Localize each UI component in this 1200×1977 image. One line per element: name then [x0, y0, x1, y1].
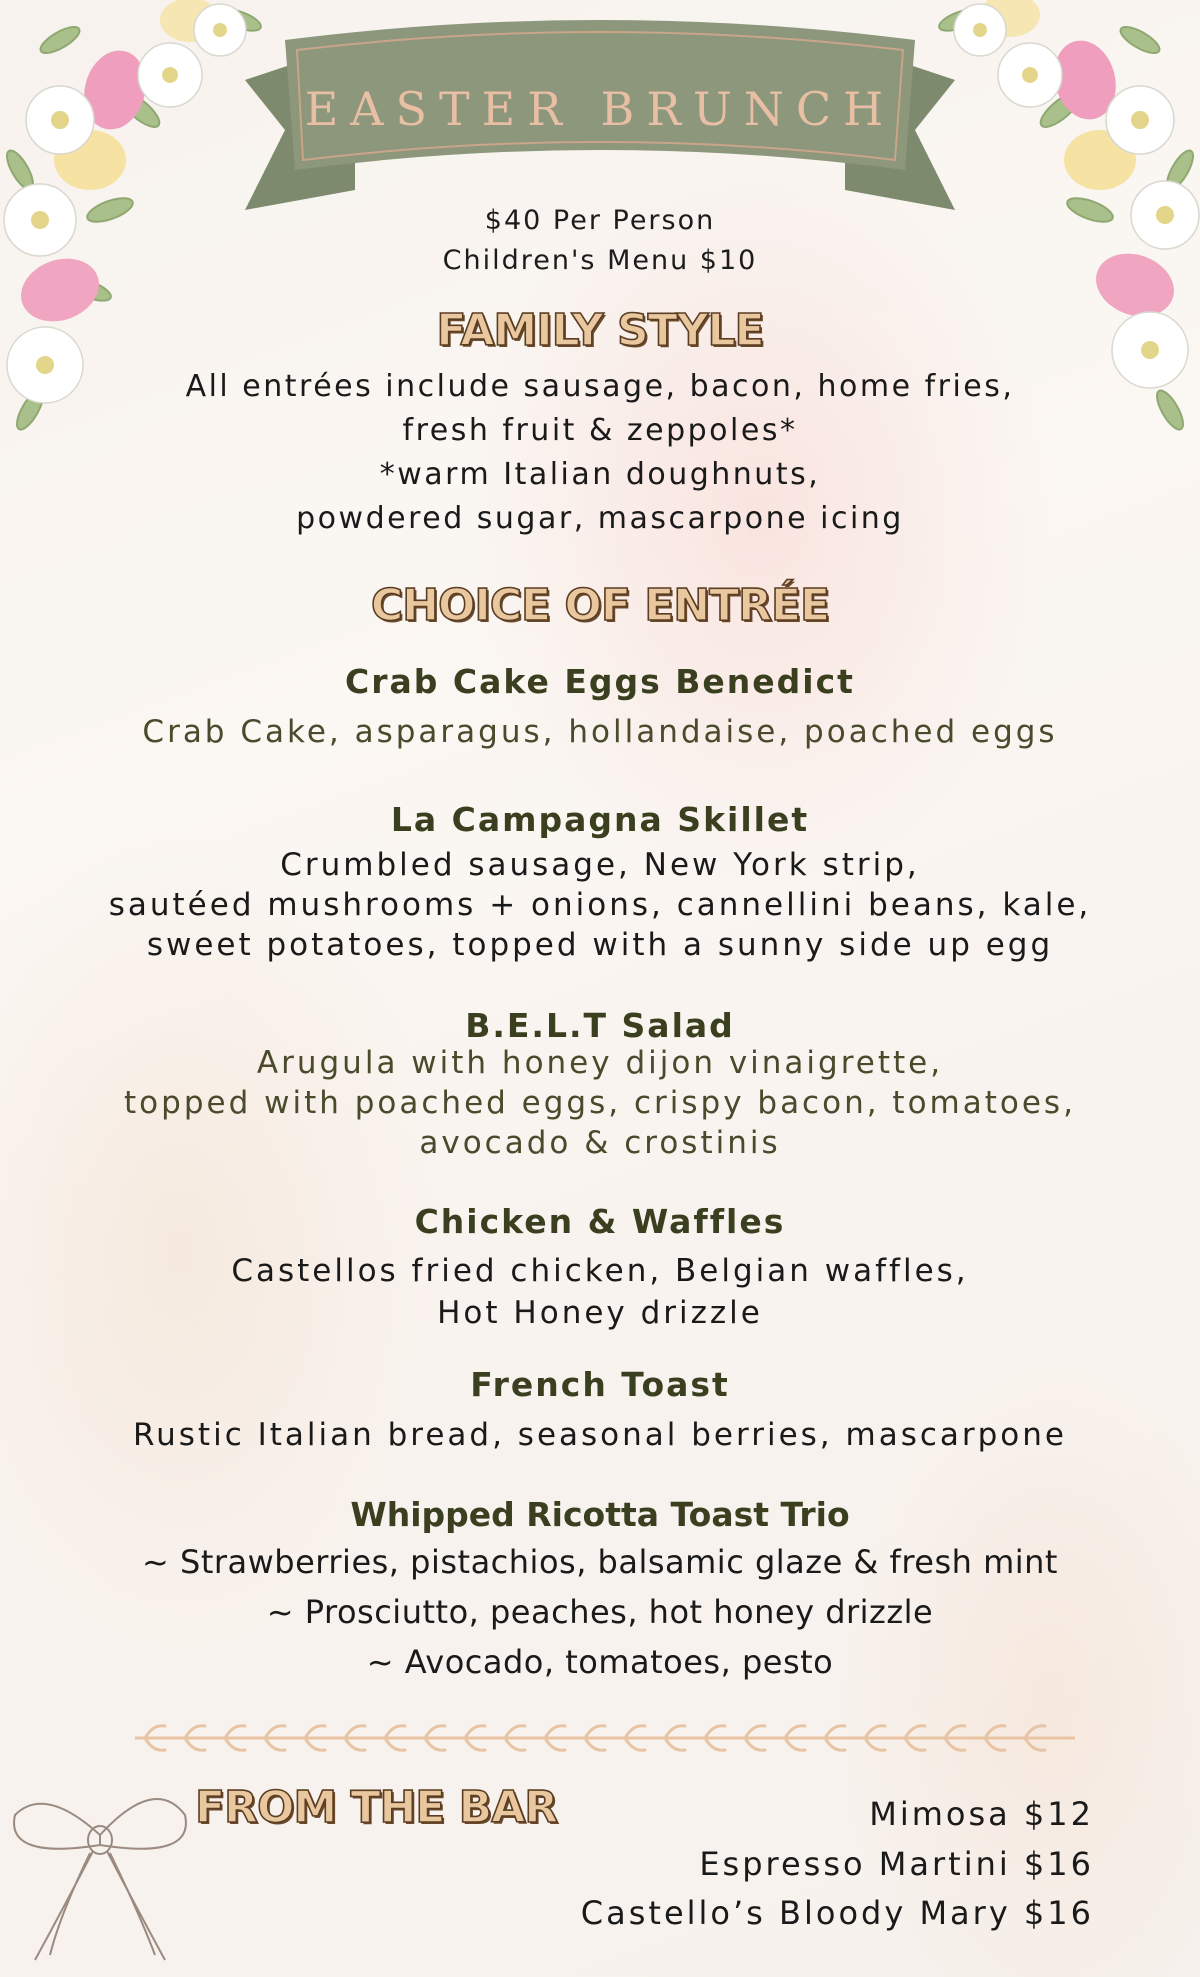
- entree-title: B.E.L.T Salad: [465, 1006, 735, 1045]
- price-per-person: $40 Per Person: [484, 205, 716, 236]
- family-style-line: All entrées include sausage, bacon, home fries,: [185, 369, 1015, 404]
- family-style-heading: FAMILY STYLE: [436, 305, 764, 356]
- entree-description-line: Crumbled sausage, New York strip,: [280, 847, 920, 883]
- entree-description: Rustic Italian bread, seasonal berries, mascarpone: [132, 1417, 1067, 1453]
- family-style-line: fresh fruit & zeppoles*: [402, 413, 798, 448]
- family-style-line: powdered sugar, mascarpone icing: [296, 501, 904, 536]
- trio-title: Whipped Ricotta Toast Trio: [350, 1495, 850, 1534]
- entree-description: [0, 1250, 1200, 1334]
- bar-item: Mimosa $12: [869, 1795, 1094, 1833]
- entree-description: [0, 1043, 1200, 1163]
- bar-item: Espresso Martini $16: [699, 1845, 1094, 1883]
- entree-title: Crab Cake Eggs Benedict: [345, 662, 855, 701]
- entree-heading: CHOICE OF ENTRÉE: [370, 580, 830, 631]
- entree-description-line: Hot Honey drizzle: [437, 1295, 763, 1331]
- family-style-line: *warm Italian doughnuts,: [379, 457, 821, 492]
- bow-icon: [5, 1765, 195, 1965]
- entree-description-line: Castellos fried chicken, Belgian waffles,: [231, 1253, 969, 1289]
- children-menu-price: Children's Menu $10: [442, 245, 758, 276]
- trio-line: ~ Strawberries, pistachios, balsamic glaze & fresh mint: [142, 1543, 1058, 1581]
- entree-description-line: Arugula with honey dijon vinaigrette,: [256, 1045, 944, 1081]
- entree-description-line: topped with poached eggs, crispy bacon, tomatoes,: [124, 1085, 1076, 1121]
- family-style-description: [0, 365, 1200, 541]
- entree-description-line: sweet potatoes, topped with a sunny side up egg: [146, 927, 1054, 963]
- laurel-divider-icon: [135, 1718, 1075, 1758]
- entree-description: [0, 845, 1200, 965]
- entree-title: Chicken & Waffles: [414, 1202, 786, 1241]
- bar-heading: FROM THE BAR: [195, 1782, 558, 1833]
- entree-title: La Campagna Skillet: [390, 800, 810, 839]
- entree-description-line: avocado & crostinis: [419, 1125, 781, 1161]
- trio-line: ~ Avocado, tomatoes, pesto: [366, 1643, 834, 1681]
- title-banner: [245, 20, 955, 220]
- menu-title: EASTER BRUNCH: [304, 82, 896, 136]
- entree-description: Crab Cake, asparagus, hollandaise, poached eggs: [142, 714, 1058, 750]
- entree-description-line: sautéed mushrooms + onions, cannellini beans, kale,: [108, 887, 1092, 923]
- entree-title: French Toast: [470, 1365, 730, 1404]
- trio-line: ~ Prosciutto, peaches, hot honey drizzle: [266, 1593, 934, 1631]
- bar-item: Castello’s Bloody Mary $16: [580, 1894, 1094, 1932]
